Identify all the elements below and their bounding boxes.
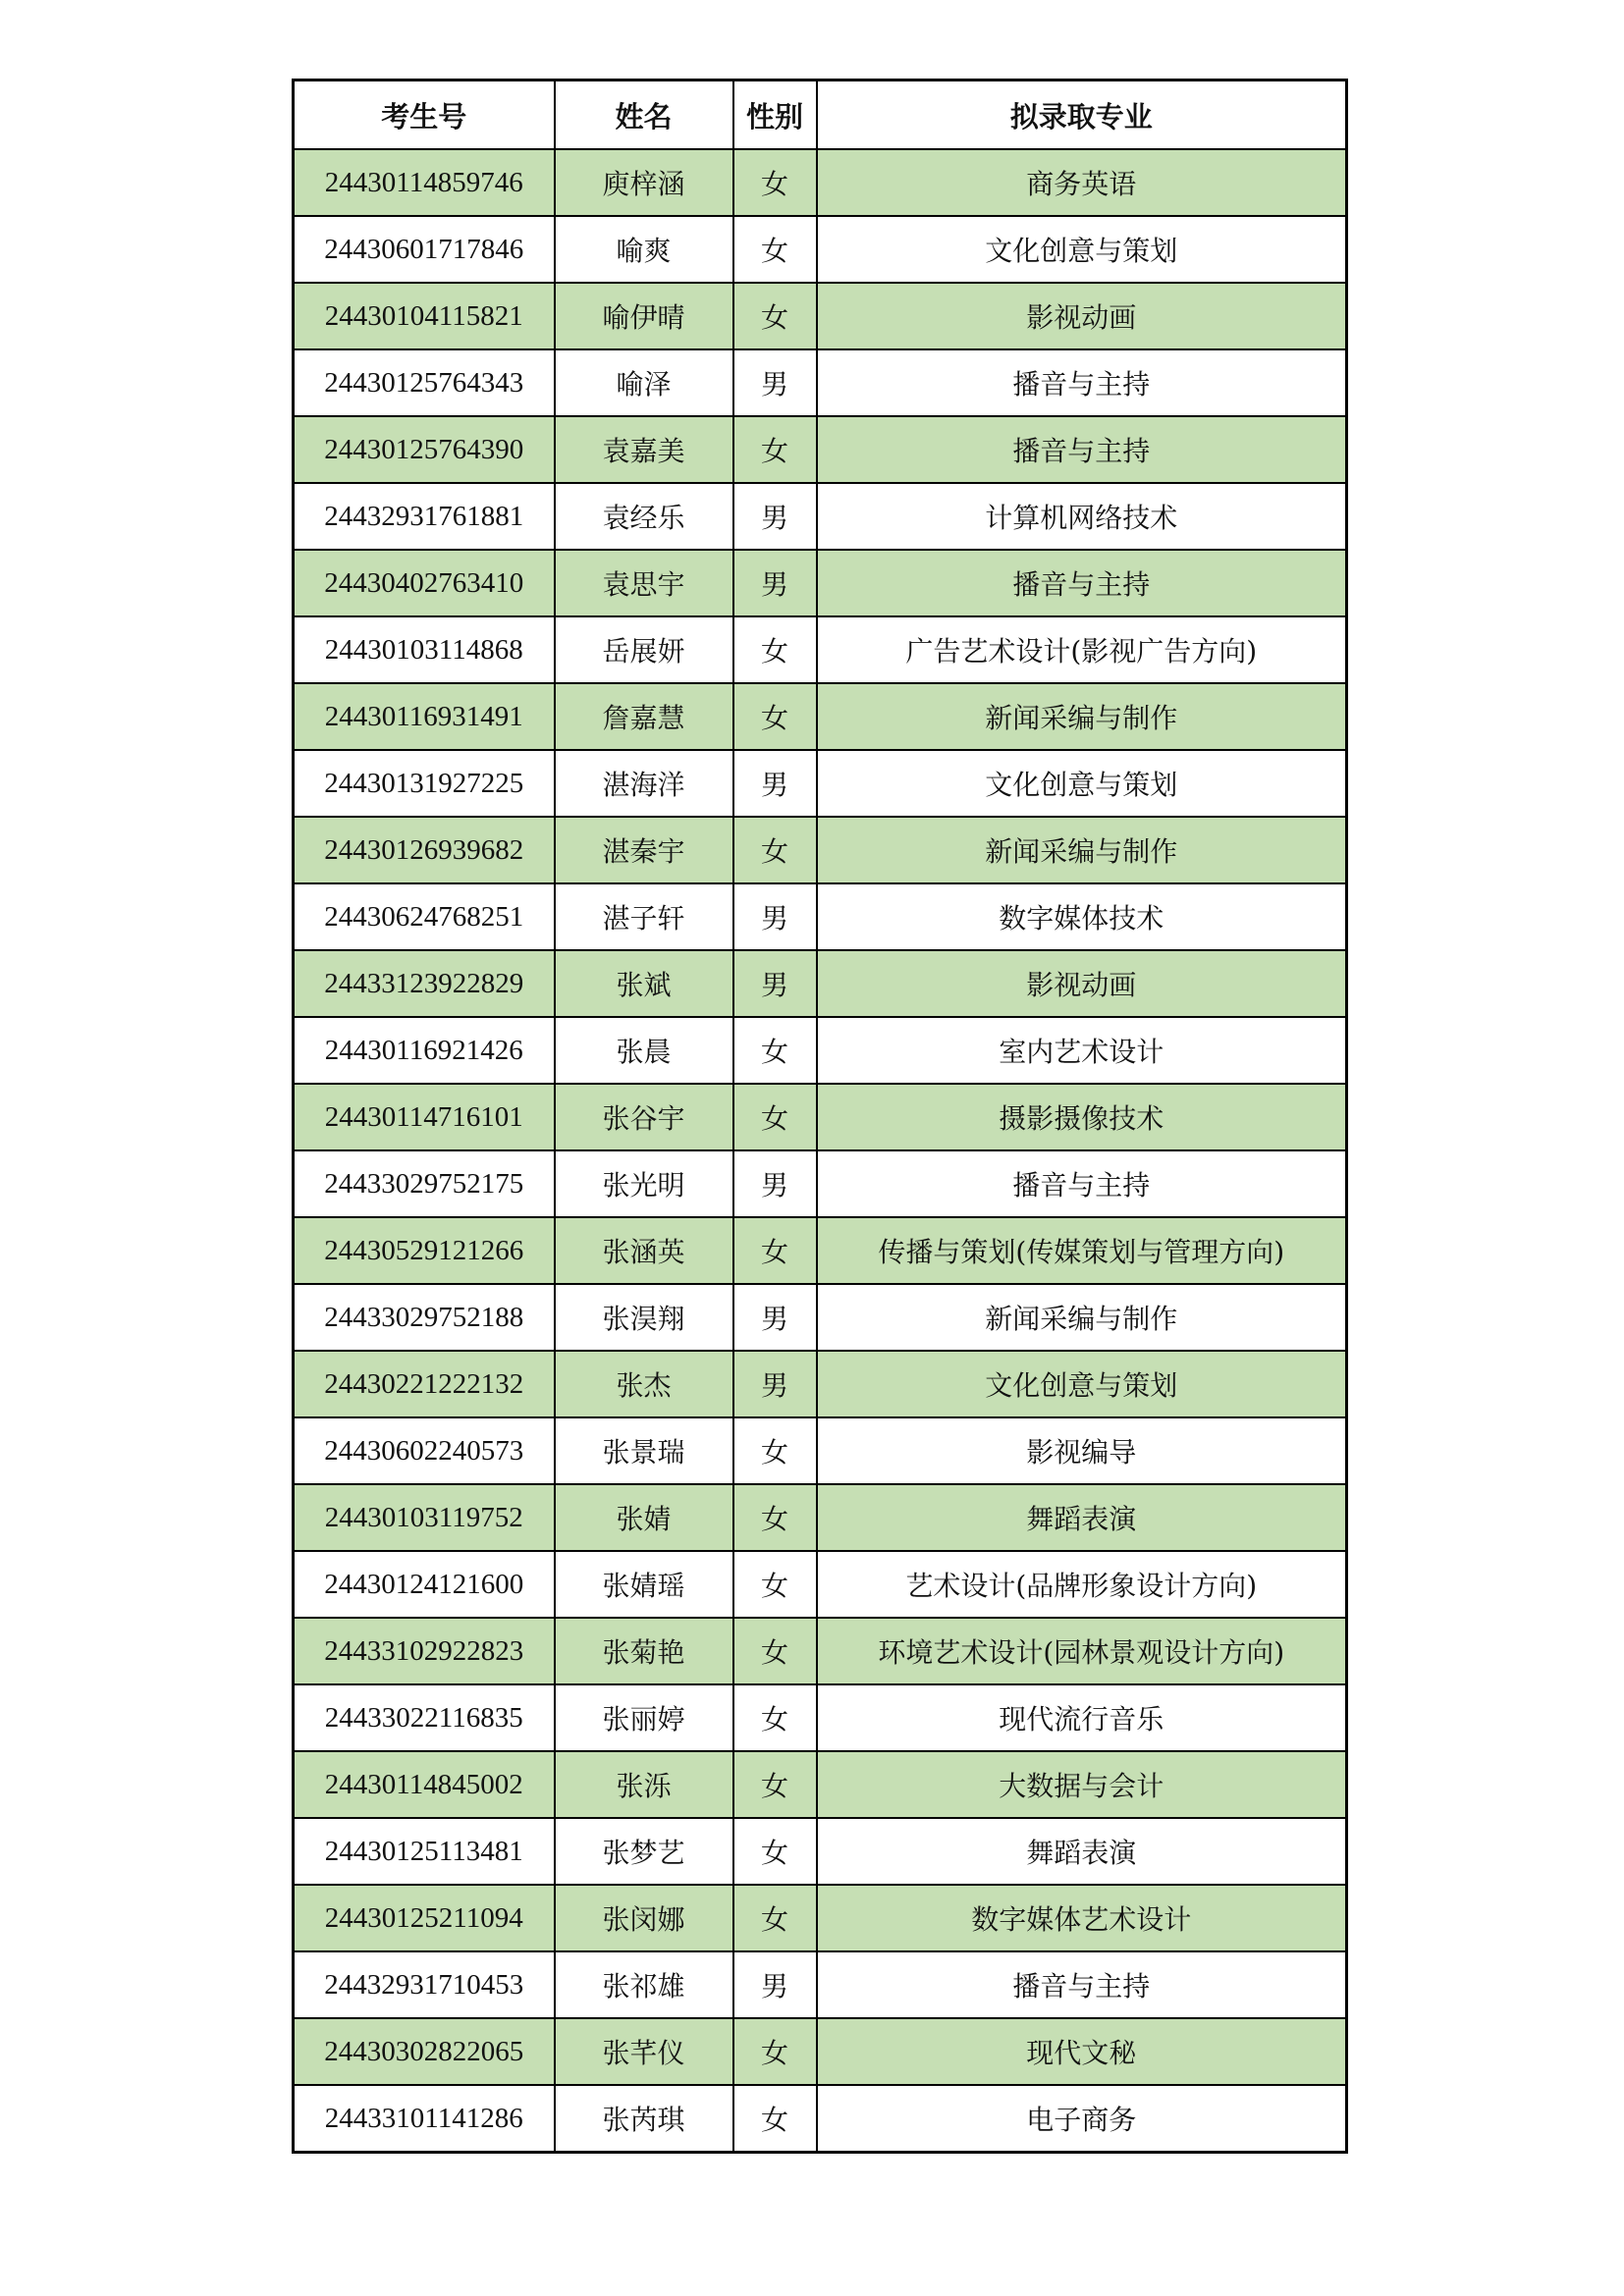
table-row [294,349,1347,416]
cell-major: 商务英语 [817,149,1347,216]
header-sex: 性别 [733,80,817,150]
cell-exam-id: 24433029752188 [294,1284,555,1351]
cell-exam-id: 24430114845002 [294,1751,555,1818]
cell-exam-id: 24430131927225 [294,750,555,817]
cell-name: 张婧 [555,1484,733,1551]
cell-major: 文化创意与策划 [817,1351,1347,1417]
table-row [294,883,1347,950]
cell-exam-id: 24430114859746 [294,149,555,216]
cell-major: 新闻采编与制作 [817,817,1347,883]
table-row [294,1618,1347,1684]
cell-exam-id: 24430125211094 [294,1885,555,1951]
cell-sex: 男 [733,883,817,950]
table-row [294,1417,1347,1484]
cell-sex: 女 [733,1484,817,1551]
cell-sex: 女 [733,817,817,883]
cell-exam-id: 24430302822065 [294,2018,555,2085]
cell-exam-id: 24433123922829 [294,950,555,1017]
cell-major: 影视编导 [817,1417,1347,1484]
cell-sex: 女 [733,683,817,750]
cell-name: 张光明 [555,1150,733,1217]
cell-sex: 女 [733,1017,817,1084]
cell-major: 数字媒体技术 [817,883,1347,950]
table-row [294,2085,1347,2153]
cell-major: 环境艺术设计(园林景观设计方向) [817,1618,1347,1684]
cell-sex: 女 [733,416,817,483]
cell-name: 袁经乐 [555,483,733,550]
cell-name: 詹嘉慧 [555,683,733,750]
table-row [294,2018,1347,2085]
table-row [294,216,1347,283]
cell-exam-id: 24430124121600 [294,1551,555,1618]
cell-major: 新闻采编与制作 [817,1284,1347,1351]
table-row [294,416,1347,483]
cell-name: 张祁雄 [555,1951,733,2018]
table-row [294,1484,1347,1551]
cell-sex: 女 [733,149,817,216]
cell-sex: 女 [733,1084,817,1150]
cell-major: 现代流行音乐 [817,1684,1347,1751]
cell-name: 张丽婷 [555,1684,733,1751]
cell-exam-id: 24430624768251 [294,883,555,950]
cell-exam-id: 24430602240573 [294,1417,555,1484]
cell-name: 袁嘉美 [555,416,733,483]
cell-exam-id: 24430104115821 [294,283,555,349]
header-exam-id: 考生号 [294,80,555,150]
cell-major: 影视动画 [817,283,1347,349]
cell-name: 张淏翔 [555,1284,733,1351]
cell-major: 舞蹈表演 [817,1818,1347,1885]
table-row [294,149,1347,216]
cell-exam-id: 24433102922823 [294,1618,555,1684]
cell-major: 播音与主持 [817,1951,1347,2018]
cell-major: 现代文秘 [817,2018,1347,2085]
cell-name: 张景瑞 [555,1417,733,1484]
cell-name: 张梦艺 [555,1818,733,1885]
cell-name: 张芮琪 [555,2085,733,2153]
cell-major: 舞蹈表演 [817,1484,1347,1551]
table-row [294,1885,1347,1951]
cell-sex: 男 [733,349,817,416]
admission-list-sheet [292,79,1345,2154]
cell-major: 电子商务 [817,2085,1347,2153]
cell-name: 张芊仪 [555,2018,733,2085]
cell-sex: 女 [733,2085,817,2153]
cell-name: 庾梓涵 [555,149,733,216]
cell-exam-id: 24432931761881 [294,483,555,550]
cell-name: 张杰 [555,1351,733,1417]
cell-major: 播音与主持 [817,416,1347,483]
cell-exam-id: 24430116921426 [294,1017,555,1084]
cell-name: 喻爽 [555,216,733,283]
table-row [294,1017,1347,1084]
cell-exam-id: 24430221222132 [294,1351,555,1417]
table-row [294,1217,1347,1284]
cell-exam-id: 24433101141286 [294,2085,555,2153]
header-row [294,80,1347,150]
cell-sex: 女 [733,1618,817,1684]
cell-major: 传播与策划(传媒策划与管理方向) [817,1217,1347,1284]
cell-major: 新闻采编与制作 [817,683,1347,750]
cell-name: 袁思宇 [555,550,733,616]
cell-sex: 女 [733,1684,817,1751]
cell-sex: 女 [733,1818,817,1885]
cell-exam-id: 24430529121266 [294,1217,555,1284]
cell-name: 张菊艳 [555,1618,733,1684]
table-row [294,1818,1347,1885]
cell-major: 播音与主持 [817,349,1347,416]
admission-table [292,79,1348,2154]
cell-exam-id: 24433022116835 [294,1684,555,1751]
table-row [294,1684,1347,1751]
cell-sex: 女 [733,1885,817,1951]
cell-sex: 女 [733,1417,817,1484]
cell-sex: 男 [733,1150,817,1217]
table-row [294,817,1347,883]
cell-exam-id: 24430103114868 [294,616,555,683]
table-row [294,1551,1347,1618]
cell-sex: 男 [733,950,817,1017]
header-name: 姓名 [555,80,733,150]
cell-major: 影视动画 [817,950,1347,1017]
table-row [294,550,1347,616]
cell-name: 喻伊晴 [555,283,733,349]
cell-major: 播音与主持 [817,550,1347,616]
cell-exam-id: 24433029752175 [294,1150,555,1217]
cell-exam-id: 24430125113481 [294,1818,555,1885]
cell-name: 岳展妍 [555,616,733,683]
table-row [294,483,1347,550]
table-row [294,1084,1347,1150]
cell-exam-id: 24432931710453 [294,1951,555,2018]
cell-name: 张婧瑶 [555,1551,733,1618]
cell-exam-id: 24430125764390 [294,416,555,483]
table-row [294,1351,1347,1417]
cell-exam-id: 24430125764343 [294,349,555,416]
cell-name: 张泺 [555,1751,733,1818]
cell-major: 广告艺术设计(影视广告方向) [817,616,1347,683]
cell-major: 文化创意与策划 [817,216,1347,283]
cell-sex: 男 [733,750,817,817]
cell-sex: 女 [733,216,817,283]
cell-name: 张斌 [555,950,733,1017]
cell-sex: 男 [733,1284,817,1351]
cell-sex: 男 [733,1951,817,2018]
cell-sex: 女 [733,1751,817,1818]
cell-name: 张谷宇 [555,1084,733,1150]
cell-sex: 男 [733,550,817,616]
header-major: 拟录取专业 [817,80,1347,150]
cell-sex: 女 [733,1551,817,1618]
table-row [294,683,1347,750]
cell-name: 喻泽 [555,349,733,416]
cell-sex: 女 [733,616,817,683]
table-row [294,750,1347,817]
cell-major: 室内艺术设计 [817,1017,1347,1084]
cell-name: 张闵娜 [555,1885,733,1951]
cell-sex: 女 [733,283,817,349]
table-body [294,149,1347,2153]
cell-exam-id: 24430126939682 [294,817,555,883]
cell-name: 湛海洋 [555,750,733,817]
cell-name: 湛秦宇 [555,817,733,883]
cell-major: 艺术设计(品牌形象设计方向) [817,1551,1347,1618]
cell-major: 计算机网络技术 [817,483,1347,550]
cell-major: 播音与主持 [817,1150,1347,1217]
cell-name: 湛子轩 [555,883,733,950]
table-row [294,616,1347,683]
table-row [294,1751,1347,1818]
cell-sex: 女 [733,1217,817,1284]
cell-major: 摄影摄像技术 [817,1084,1347,1150]
cell-sex: 男 [733,483,817,550]
table-row [294,1284,1347,1351]
table-row [294,1150,1347,1217]
cell-sex: 男 [733,1351,817,1417]
table-row [294,1951,1347,2018]
cell-major: 数字媒体艺术设计 [817,1885,1347,1951]
cell-major: 文化创意与策划 [817,750,1347,817]
cell-name: 张涵英 [555,1217,733,1284]
cell-sex: 女 [733,2018,817,2085]
table-row [294,283,1347,349]
cell-exam-id: 24430103119752 [294,1484,555,1551]
table-row [294,950,1347,1017]
cell-exam-id: 24430601717846 [294,216,555,283]
cell-exam-id: 24430116931491 [294,683,555,750]
cell-major: 大数据与会计 [817,1751,1347,1818]
cell-exam-id: 24430114716101 [294,1084,555,1150]
cell-name: 张晨 [555,1017,733,1084]
cell-exam-id: 24430402763410 [294,550,555,616]
